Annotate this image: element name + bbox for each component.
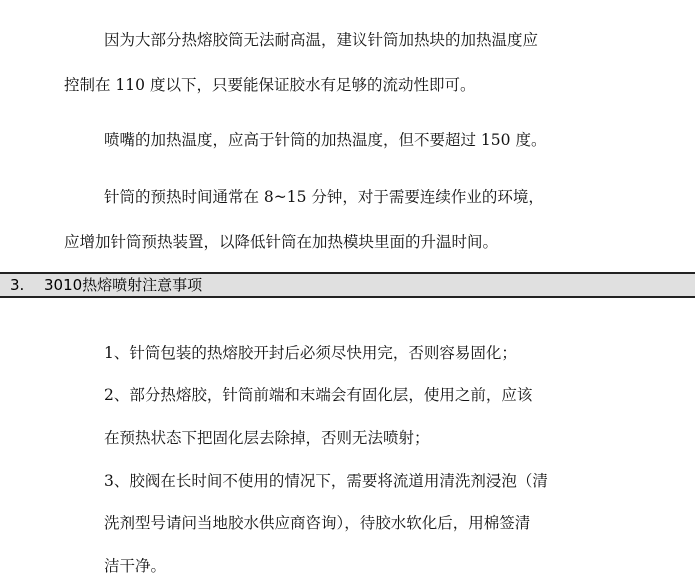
text-line: 因为大部分热熔胶筒无法耐高温，建议针筒加热块的加热温度应 [104, 31, 539, 49]
section-title: 3010热熔喷射注意事项 [44, 276, 203, 294]
note-line: 洗剂型号请问当地胶水供应商咨询），待胶水软化后，用棉签清 [104, 514, 531, 532]
note-line: 3、胶阀在长时间不使用的情况下，需要将流道用清洗剂浸泡（清 [104, 472, 548, 490]
note-line: 在预热状态下把固化层去除掉，否则无法喷射； [104, 429, 430, 447]
text-line: 应增加针筒预热装置，以降低针筒在加热模块里面的升温时间。 [64, 233, 499, 251]
note-line: 洁干净。 [104, 557, 167, 575]
text-line: 针筒的预热时间通常在 8~15 分钟，对于需要连续作业的环境， [104, 188, 544, 206]
note-line: 2、部分热熔胶，针筒前端和末端会有固化层，使用之前，应该 [104, 386, 533, 404]
section-number: 3. [10, 276, 25, 294]
note-line: 1、针筒包装的热熔胶开封后必须尽快用完，否则容易固化； [104, 344, 517, 362]
text-line: 喷嘴的加热温度，应高于针筒的加热温度，但不要超过 150 度。 [104, 131, 547, 149]
text-line: 控制在 110 度以下，只要能保证胶水有足够的流动性即可。 [64, 76, 476, 94]
section-heading [0, 272, 695, 298]
